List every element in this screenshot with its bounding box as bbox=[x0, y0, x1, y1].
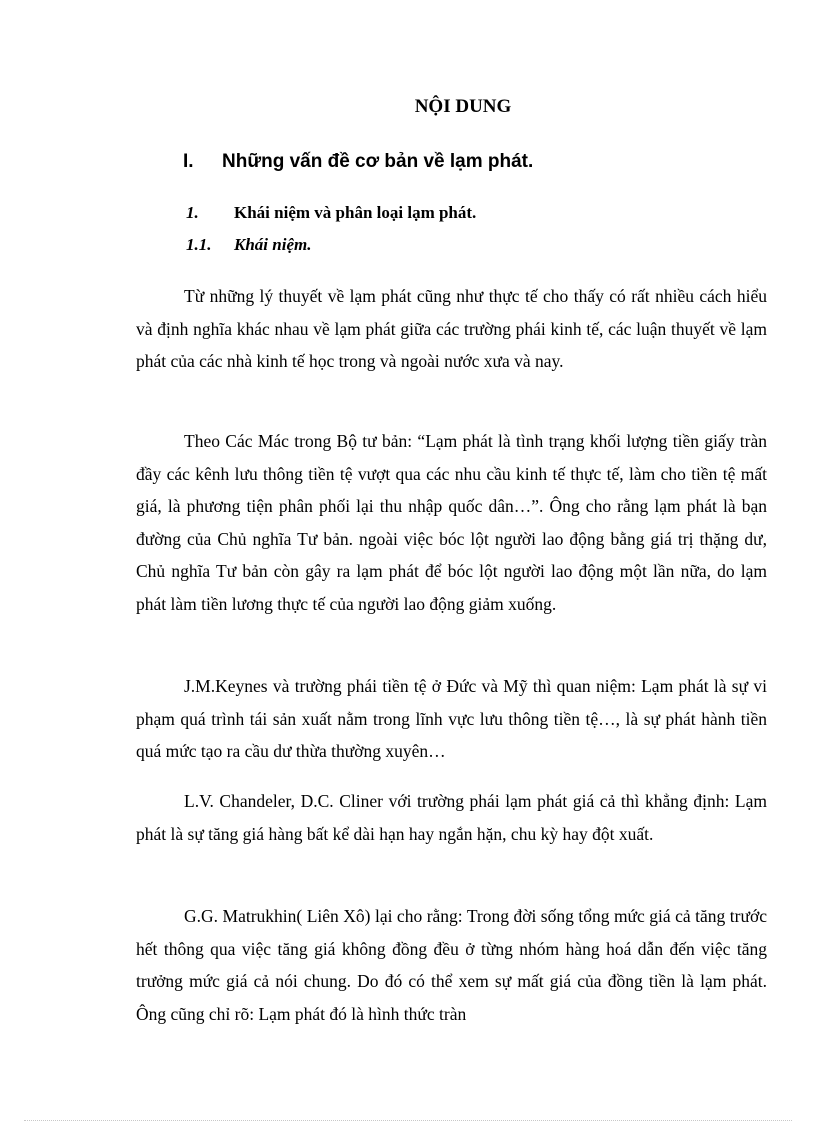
page-bottom-divider bbox=[24, 1120, 792, 1121]
subsubsection-title: Khái niệm. bbox=[234, 235, 312, 254]
paragraph-3: J.M.Keynes và trường phái tiền tệ ở Đức và Mỹ thì quan niệm: Lạm phát là sự vi phạm quá trình tái sản xuất nằm trong lĩnh vực lưu thông tiền tệ…, là sự phát hành tiền quá mức tạo ra cầu dư thừa thường xuyên… bbox=[136, 676, 767, 761]
paragraph-5: G.G. Matrukhin( Liên Xô) lại cho rằng: Trong đời sống tổng mức giá cả tăng trước hết thông qua việc tăng giá không đồng đều ở từng nhóm hàng hoá dẫn đến việc tăng trưởng mức giá cả nói chung. Do đó có thể xem sự mất giá của đồng tiền là lạm phát. Ông cũng chỉ rõ: Lạm phát đó là hình thức tràn bbox=[136, 906, 767, 1024]
section-title: Những vấn đề cơ bản về lạm phát. bbox=[222, 151, 534, 172]
paragraph-2: Theo Các Mác trong Bộ tư bản: “Lạm phát là tình trạng khối lượng tiền giấy tràn đầy các kênh lưu thông tiền tệ vượt qua các nhu cầu kinh tế thực tế, làm cho tiền tệ mất giá, là phương tiện phân phối lại thu nhập quốc dân…”. Ông cho rằng lạm phát là bạn đường của Chủ nghĩa Tư bản. ngoài việc bóc lột người lao động bằng giá trị thặng dư, Chủ nghĩa Tư bản còn gây ra lạm phát để bóc lột người lao động một lần nữa, do lạm phát làm tiền lương thực tế của người lao động giảm xuống. bbox=[136, 431, 767, 614]
subsection-number: 1. bbox=[186, 203, 199, 222]
paragraph-4: L.V. Chandeler, D.C. Cliner với trường phái lạm phát giá cả thì khẳng định: Lạm phát là sự tăng giá hàng bất kể dài hạn hay ngắn hặn, chu kỳ hay đột xuất. bbox=[136, 791, 767, 844]
section-number: I. bbox=[183, 151, 194, 172]
page-title: NỘI DUNG bbox=[414, 96, 512, 117]
subsection-title: Khái niệm và phân loại lạm phát. bbox=[234, 203, 477, 222]
subsubsection-number: 1.1. bbox=[186, 235, 212, 254]
paragraph-1: Từ những lý thuyết về lạm phát cũng như thực tế cho thấy có rất nhiều cách hiểu và định nghĩa khác nhau về lạm phát giữa các trường phái kinh tế, các luận thuyết về lạm phát của các nhà kinh tế học trong và ngoài nước xưa và nay. bbox=[136, 286, 767, 371]
